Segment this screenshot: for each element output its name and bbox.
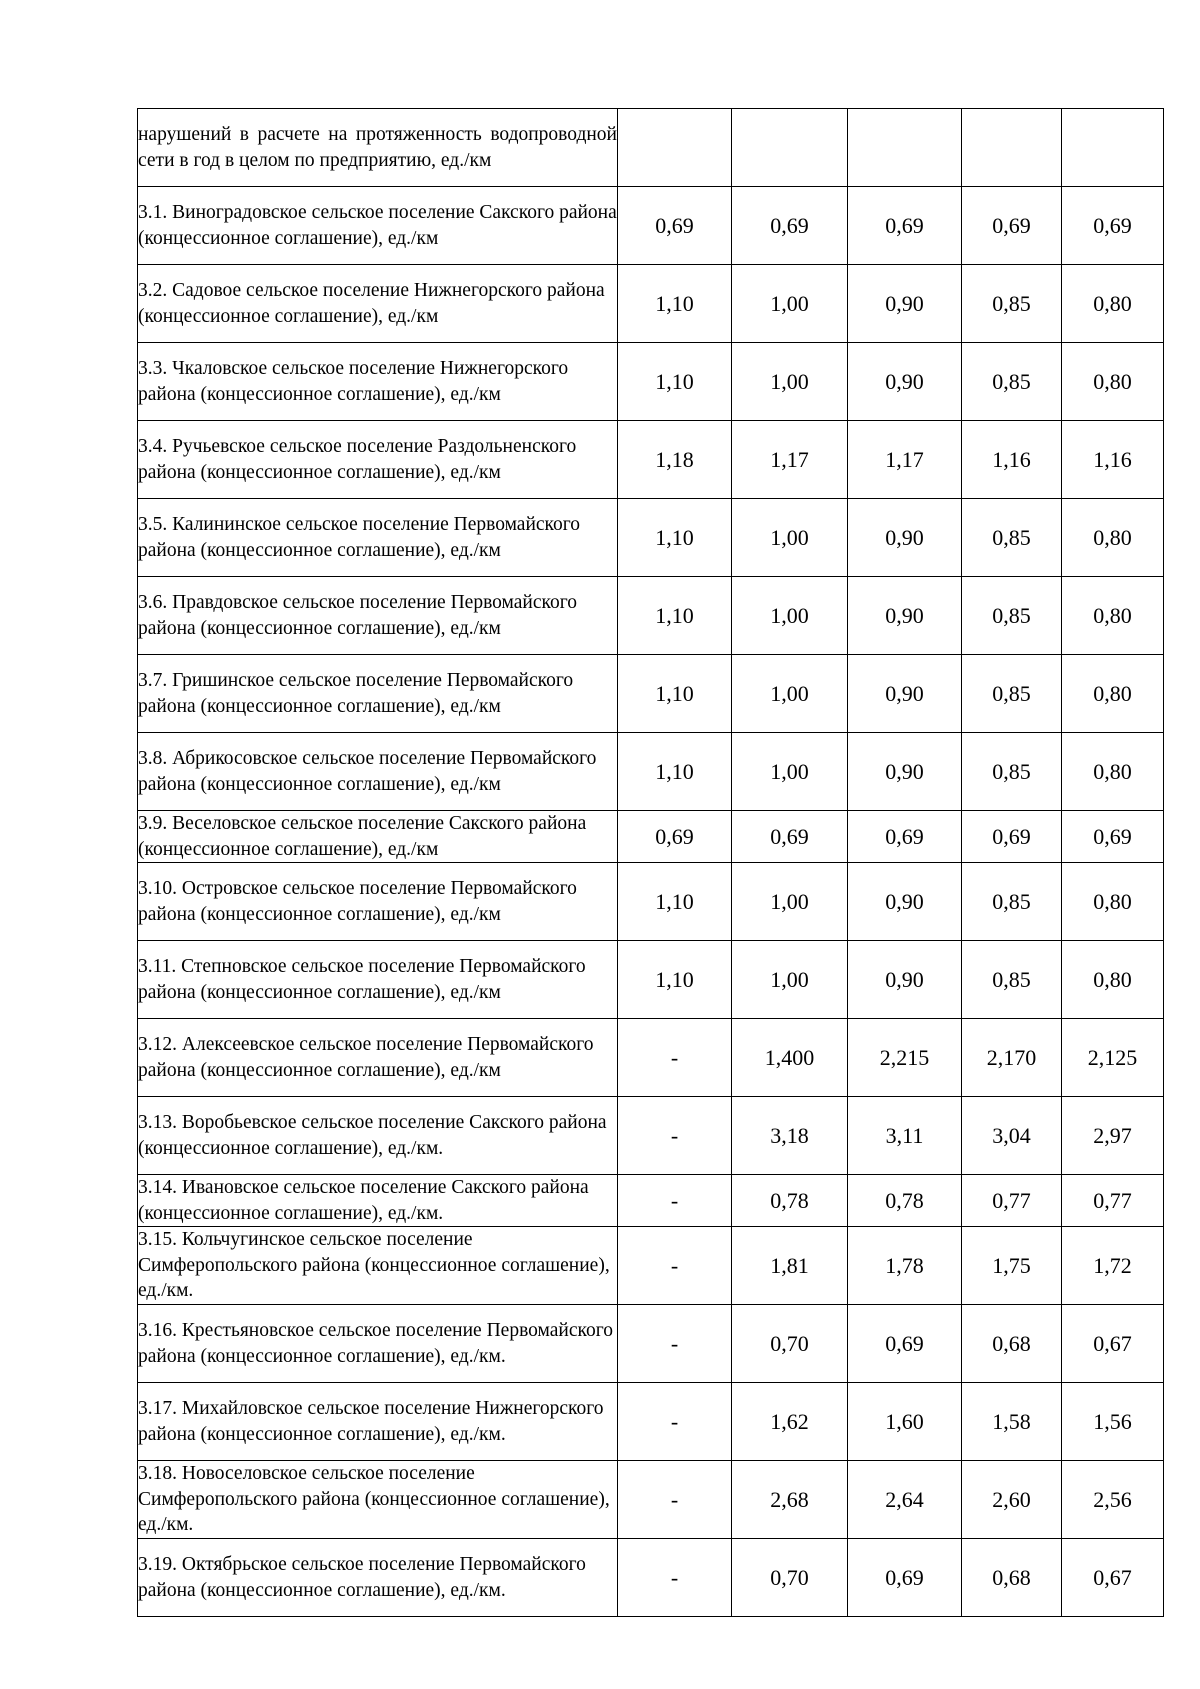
value-cell: -: [618, 1019, 732, 1097]
value-cell: 0,80: [1062, 343, 1164, 421]
value-cell: 1,10: [618, 265, 732, 343]
value-cell: 0,67: [1062, 1539, 1164, 1617]
row-label: 3.7. Гришинское сельское поселение Первомайского района (концессионное соглашение), ед./км: [138, 655, 618, 733]
value-cell: 1,00: [732, 499, 848, 577]
value-cell: 3,11: [848, 1097, 962, 1175]
value-cell: 0,90: [848, 343, 962, 421]
table-row: [138, 1175, 1164, 1227]
value-cell: 0,90: [848, 577, 962, 655]
value-cell: 0,77: [1062, 1175, 1164, 1227]
value-cell: 1,10: [618, 733, 732, 811]
value-cell: 2,60: [962, 1461, 1062, 1539]
table-row: [138, 187, 1164, 265]
value-cell: 1,00: [732, 941, 848, 1019]
value-cell: -: [618, 1097, 732, 1175]
row-label: 3.19. Октябрьское сельское поселение Первомайского района (концессионное соглашение), ед./км.: [138, 1539, 618, 1617]
row-label: 3.10. Островское сельское поселение Первомайского района (концессионное соглашение), ед./км: [138, 863, 618, 941]
value-cell: 0,70: [732, 1305, 848, 1383]
value-cell: 0,85: [962, 655, 1062, 733]
value-cell: 0,69: [962, 811, 1062, 863]
row-label: 3.8. Абрикосовское сельское поселение Первомайского района (концессионное соглашение), ед./км: [138, 733, 618, 811]
value-cell: 1,10: [618, 863, 732, 941]
row-label: 3.16. Крестьяновское сельское поселение Первомайского района (концессионное соглашение), ед./км.: [138, 1305, 618, 1383]
table-row: [138, 265, 1164, 343]
value-cell: 0,90: [848, 655, 962, 733]
value-cell: 0,85: [962, 343, 1062, 421]
value-cell: -: [618, 1539, 732, 1617]
value-cell: -: [618, 1227, 732, 1305]
value-cell: 1,00: [732, 577, 848, 655]
value-cell: 1,10: [618, 655, 732, 733]
value-cell: 0,85: [962, 941, 1062, 1019]
row-label: 3.15. Кольчугинское сельское поселение Симферопольского района (концессионное соглашение), ед./км.: [138, 1227, 618, 1305]
value-cell: 1,60: [848, 1383, 962, 1461]
value-cell: 0,69: [618, 187, 732, 265]
row-label: 3.11. Степновское сельское поселение Первомайского района (концессионное соглашение), ед./км: [138, 941, 618, 1019]
value-cell: 1,00: [732, 863, 848, 941]
table-row: [138, 577, 1164, 655]
table-row: [138, 1461, 1164, 1539]
value-cell: 0,69: [848, 811, 962, 863]
value-cell: [732, 109, 848, 187]
row-label: 3.12. Алексеевское сельское поселение Первомайского района (концессионное соглашение), ед./км: [138, 1019, 618, 1097]
value-cell: 2,97: [1062, 1097, 1164, 1175]
row-label: нарушений в расчете на протяженность водопроводной сети в год в целом по предприятию, ед./км: [138, 109, 618, 187]
value-cell: 1,16: [1062, 421, 1164, 499]
value-cell: 0,70: [732, 1539, 848, 1617]
value-cell: 0,68: [962, 1305, 1062, 1383]
value-cell: 0,78: [848, 1175, 962, 1227]
value-cell: 3,18: [732, 1097, 848, 1175]
value-cell: 0,69: [618, 811, 732, 863]
row-label: 3.1. Виноградовское сельское поселение Сакского района (концессионное соглашение), ед./км: [138, 187, 618, 265]
table-row: [138, 1383, 1164, 1461]
table-row: [138, 1539, 1164, 1617]
value-cell: 0,69: [732, 187, 848, 265]
value-cell: [618, 109, 732, 187]
value-cell: 0,69: [848, 187, 962, 265]
value-cell: -: [618, 1461, 732, 1539]
value-cell: 0,69: [1062, 187, 1164, 265]
table-row: [138, 811, 1164, 863]
value-cell: 1,10: [618, 343, 732, 421]
value-cell: 0,69: [848, 1539, 962, 1617]
value-cell: 0,85: [962, 863, 1062, 941]
value-cell: 1,10: [618, 941, 732, 1019]
value-cell: 0,90: [848, 941, 962, 1019]
table-row: [138, 733, 1164, 811]
value-cell: 1,18: [618, 421, 732, 499]
row-label: 3.17. Михайловское сельское поселение Нижнегорского района (концессионное соглашение), ед./км.: [138, 1383, 618, 1461]
value-cell: 2,68: [732, 1461, 848, 1539]
value-cell: 0,80: [1062, 499, 1164, 577]
indicators-table: [137, 108, 1164, 1617]
value-cell: 1,81: [732, 1227, 848, 1305]
table-row: [138, 655, 1164, 733]
value-cell: 0,90: [848, 733, 962, 811]
value-cell: 2,56: [1062, 1461, 1164, 1539]
row-label: 3.5. Калининское сельское поселение Первомайского района (концессионное соглашение), ед./км: [138, 499, 618, 577]
value-cell: 0,80: [1062, 733, 1164, 811]
value-cell: 1,58: [962, 1383, 1062, 1461]
table-row: [138, 421, 1164, 499]
table-row: [138, 109, 1164, 187]
table-row: [138, 343, 1164, 421]
value-cell: 0,80: [1062, 863, 1164, 941]
value-cell: 1,72: [1062, 1227, 1164, 1305]
value-cell: 0,90: [848, 499, 962, 577]
value-cell: 1,78: [848, 1227, 962, 1305]
value-cell: 2,170: [962, 1019, 1062, 1097]
value-cell: 1,10: [618, 577, 732, 655]
table-row: [138, 1305, 1164, 1383]
value-cell: 0,90: [848, 265, 962, 343]
table-row: [138, 1227, 1164, 1305]
value-cell: 2,215: [848, 1019, 962, 1097]
value-cell: 0,90: [848, 863, 962, 941]
value-cell: 0,78: [732, 1175, 848, 1227]
row-label: 3.4. Ручьевское сельское поселение Раздольненского района (концессионное соглашение), ед./км: [138, 421, 618, 499]
value-cell: 0,85: [962, 499, 1062, 577]
value-cell: 1,00: [732, 343, 848, 421]
value-cell: 0,85: [962, 265, 1062, 343]
value-cell: 0,85: [962, 733, 1062, 811]
row-label: 3.6. Правдовское сельское поселение Первомайского района (концессионное соглашение), ед./км: [138, 577, 618, 655]
value-cell: 1,17: [848, 421, 962, 499]
value-cell: 1,400: [732, 1019, 848, 1097]
value-cell: 0,80: [1062, 941, 1164, 1019]
value-cell: [1062, 109, 1164, 187]
value-cell: 1,75: [962, 1227, 1062, 1305]
value-cell: 2,64: [848, 1461, 962, 1539]
value-cell: 0,69: [848, 1305, 962, 1383]
value-cell: 1,56: [1062, 1383, 1164, 1461]
value-cell: -: [618, 1305, 732, 1383]
value-cell: 0,69: [732, 811, 848, 863]
value-cell: 0,69: [962, 187, 1062, 265]
value-cell: 2,125: [1062, 1019, 1164, 1097]
row-label: 3.9. Веселовское сельское поселение Сакского района (концессионное соглашение), ед./км: [138, 811, 618, 863]
value-cell: 0,80: [1062, 265, 1164, 343]
value-cell: 1,62: [732, 1383, 848, 1461]
table-row: [138, 941, 1164, 1019]
value-cell: 1,00: [732, 655, 848, 733]
value-cell: 0,80: [1062, 577, 1164, 655]
row-label: 3.18. Новоселовское сельское поселение Симферопольского района (концессионное соглашение), ед./км.: [138, 1461, 618, 1539]
table-row: [138, 1019, 1164, 1097]
value-cell: 0,80: [1062, 655, 1164, 733]
value-cell: -: [618, 1175, 732, 1227]
table-row: [138, 863, 1164, 941]
value-cell: 1,16: [962, 421, 1062, 499]
value-cell: 1,17: [732, 421, 848, 499]
value-cell: 0,68: [962, 1539, 1062, 1617]
table-row: [138, 1097, 1164, 1175]
row-label: 3.2. Садовое сельское поселение Нижнегорского района (концессионное соглашение), ед./км: [138, 265, 618, 343]
value-cell: 3,04: [962, 1097, 1062, 1175]
value-cell: -: [618, 1383, 732, 1461]
value-cell: 0,85: [962, 577, 1062, 655]
value-cell: [848, 109, 962, 187]
value-cell: 1,00: [732, 733, 848, 811]
table-row: [138, 499, 1164, 577]
value-cell: 0,67: [1062, 1305, 1164, 1383]
row-label: 3.13. Воробьевское сельское поселение Сакского района (концессионное соглашение), ед./км.: [138, 1097, 618, 1175]
row-label: 3.3. Чкаловское сельское поселение Нижнегорского района (концессионное соглашение), ед./км: [138, 343, 618, 421]
value-cell: 0,69: [1062, 811, 1164, 863]
value-cell: 1,00: [732, 265, 848, 343]
row-label: 3.14. Ивановское сельское поселение Сакского района (концессионное соглашение), ед./км.: [138, 1175, 618, 1227]
value-cell: 0,77: [962, 1175, 1062, 1227]
value-cell: [962, 109, 1062, 187]
value-cell: 1,10: [618, 499, 732, 577]
